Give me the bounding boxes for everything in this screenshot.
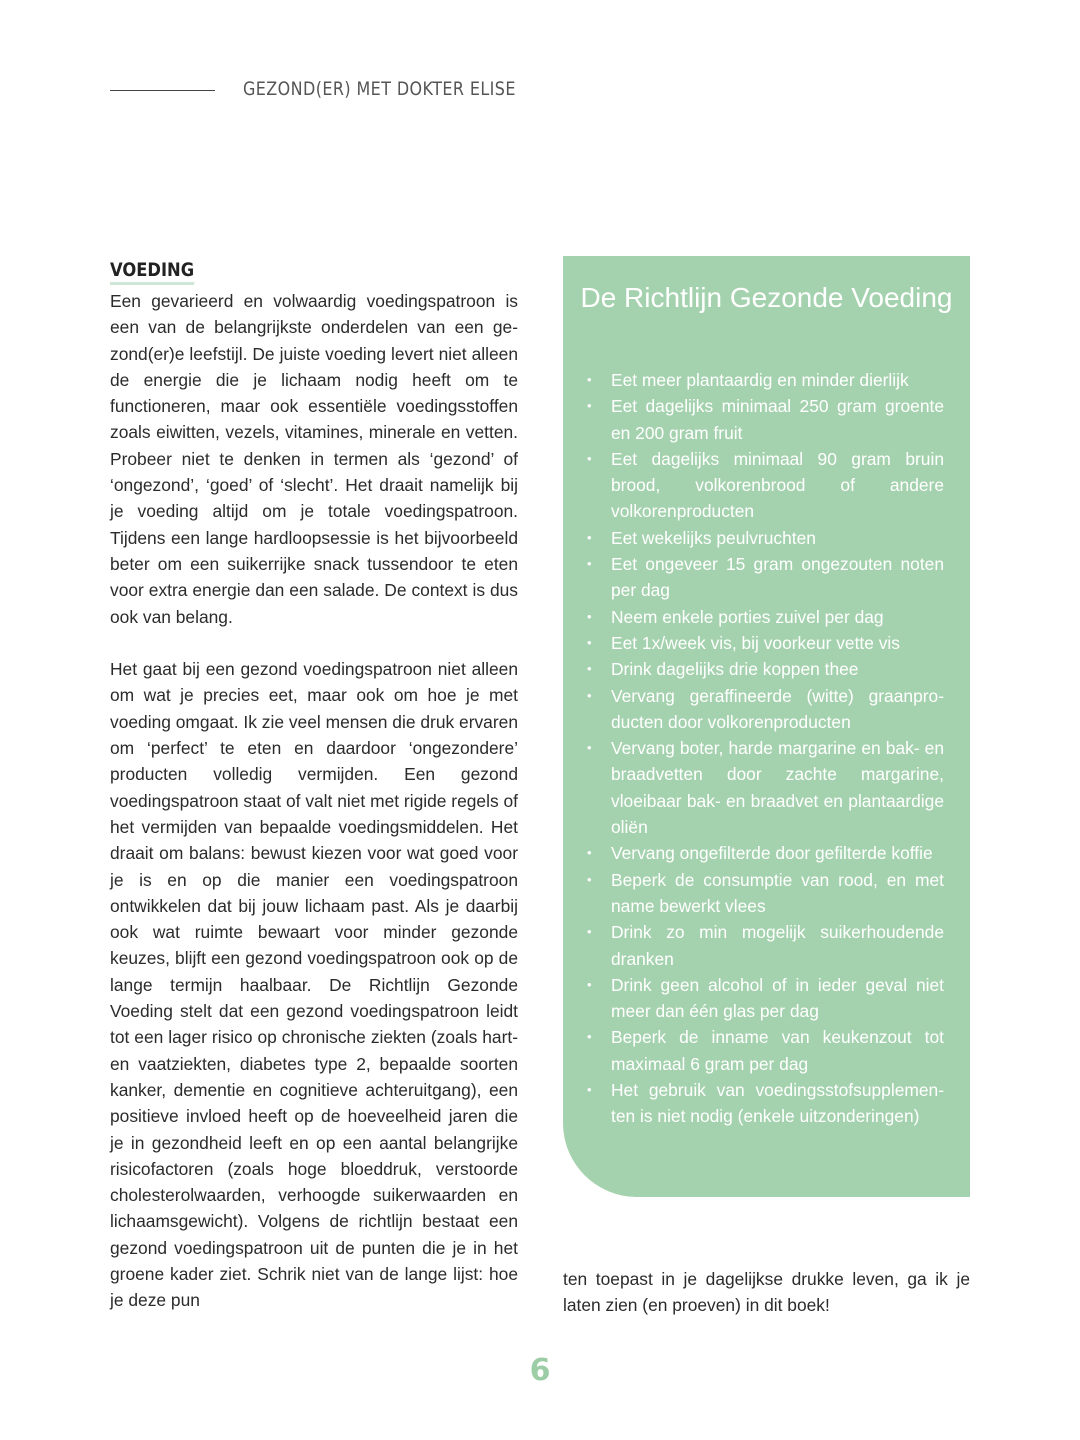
guideline-item bbox=[563, 367, 970, 393]
running-head: GEZOND(ER) MET DOKTER ELISE bbox=[243, 78, 516, 100]
page-number: 6 bbox=[529, 1353, 551, 1388]
bullet-icon: • bbox=[587, 634, 592, 650]
bullet-icon: • bbox=[587, 372, 592, 387]
guideline-item bbox=[563, 446, 970, 525]
guideline-item-text: Eet wekelijks peulvruchten bbox=[611, 527, 816, 548]
guideline-item-text: Beperk de inname van keukenzout tot maximaal 6 gram per dag bbox=[611, 1027, 944, 1074]
guideline-item-text: Eet ongeveer 15 gram ongezouten noten per dag bbox=[611, 554, 944, 601]
guideline-item bbox=[563, 683, 970, 736]
guideline-item bbox=[563, 1024, 970, 1077]
guideline-item bbox=[563, 630, 970, 656]
bullet-icon: • bbox=[587, 556, 592, 572]
bullet-icon: • bbox=[587, 1082, 592, 1098]
guideline-item-text: Eet dagelijks minimaal 90 gram bruin brood, volkorenbrood of andere volkorenproducten bbox=[611, 448, 944, 522]
guideline-item bbox=[563, 919, 970, 972]
guideline-item bbox=[563, 867, 970, 920]
guideline-box bbox=[563, 256, 970, 1197]
bullet-icon: • bbox=[587, 924, 592, 940]
guideline-item-text: Beperk de consumptie van rood, en met name bewerkt vlees bbox=[611, 869, 944, 916]
bullet-icon: • bbox=[587, 1029, 592, 1045]
body-paragraph-continuation: ten toepast in je dagelijkse drukke leven, ga ik je laten zien (en proeven) in dit boek! bbox=[563, 1269, 970, 1316]
bullet-icon: • bbox=[587, 845, 592, 861]
guideline-item bbox=[563, 840, 970, 866]
guideline-item bbox=[563, 393, 970, 446]
guideline-item bbox=[563, 656, 970, 682]
guideline-item-text: Vervang geraffineerde (witte) graanproducten door volkorenproducten bbox=[611, 685, 944, 732]
bullet-icon: • bbox=[587, 529, 592, 545]
guideline-item-text: Vervang boter, harde margarine en bak- en braadvetten door zachte margarine, vloeibaar bak- en braadvet en plantaardige oliën bbox=[611, 738, 944, 838]
bullet-icon: • bbox=[587, 687, 592, 703]
guideline-item bbox=[563, 1077, 970, 1130]
guideline-box-title: De Richtlijn Gezonde Voeding bbox=[580, 282, 953, 313]
guideline-item-text: Neem enkele porties zuivel per dag bbox=[611, 606, 884, 627]
bullet-icon: • bbox=[587, 871, 592, 887]
bullet-icon: • bbox=[587, 450, 592, 466]
guideline-list bbox=[563, 367, 970, 1130]
guideline-item-text: Vervang ongefilterde door gefilterde koffie bbox=[611, 843, 933, 864]
guideline-item-text: Eet meer plantaardig en minder dierlijk bbox=[611, 370, 909, 390]
guideline-item bbox=[563, 525, 970, 551]
bullet-icon: • bbox=[587, 740, 592, 756]
guideline-item bbox=[563, 551, 970, 604]
body-paragraph-1: Een gevarieerd en volwaardig voedingspatroon is een van de belangrijkste onderdelen van een gezond(er)e leefstijl. De juiste voeding levert niet alleen de energie die je lichaam nodig heeft om te functioneren, maar ook essentiële voedingsstoffen zoals eiwitten, vezels, vitamines, minerale en vetten. Probeer niet te denken in termen als ‘gezond’ of ‘ongezond’, ‘goed’ of ‘slecht’. Het draait namelijk bij je voeding altijd om je totale voedingspatroon. Tijdens een lange hardloopsessie is het bijvoorbeeld beter om een suikerrijke snack tussendoor te eten voor extra energie dan een salade. De context is dus ook van belang. bbox=[110, 291, 518, 627]
bullet-icon: • bbox=[587, 661, 592, 677]
guideline-item bbox=[563, 604, 970, 630]
bullet-icon: • bbox=[587, 608, 592, 624]
guideline-item-text: Eet dagelijks minimaal 250 gram groente en 200 gram fruit bbox=[611, 396, 944, 443]
guideline-item bbox=[563, 972, 970, 1025]
bullet-icon: • bbox=[587, 976, 592, 992]
bullet-icon: • bbox=[587, 398, 592, 414]
body-paragraph-2: Het gaat bij een gezond voedingspatroon niet alleen om wat je precies eet, maar ook om hoe je met voeding omgaat. Ik zie veel mensen die druk ervaren om ‘perfect’ te eten en daardoor ‘ongezondere’ producten volledig vermijden. Een gezond voedingspatroon staat of valt niet met rigide regels of het vermijden van bepaalde voedingsmiddelen. Het draait om balans: bewust kiezen voor wat goed voor je is en op die manier een voedingspatroon ontwikkelen dat bij jouw lichaam past. Als je daarbij ook wat ruimte bewaart voor minder gezonde keuzes, blijft een gezond voedingspatroon ook op de lange termijn haalbaar. De Richtlijn Gezonde Voeding stelt dat een gezond voedingspatroon leidt tot een lager risico op chronische ziekten (zoals hart- en vaatziekten, diabetes type 2, bepaalde soorten kanker, dementie en cognitieve achteruitgang), een positieve invloed heeft op de hoeveelheid jaren die je in gezondheid leeft en op een aantal belangrijke risicofactoren (zoals hoge bloeddruk, verstoorde cholesterolwaarden, verhoogde suikerwaarden en lichaamsgewicht). Volgens de richtlijn bestaat een gezond voedingspatroon uit de punten die je in het groene kader ziet. Schrik niet van de lange lijst: hoe je deze pun bbox=[110, 659, 518, 1311]
body-text-column bbox=[110, 288, 518, 1314]
header-rule bbox=[110, 90, 215, 91]
guideline-item-text: Het gebruik van voedingsstofsupplementen is niet nodig (enkele uitzonderingen) bbox=[611, 1080, 944, 1127]
guideline-item bbox=[563, 735, 970, 840]
guideline-item-text: Drink dagelijks drie koppen thee bbox=[611, 659, 859, 680]
guideline-item-text: Eet 1x/week vis, bij voorkeur vette vis bbox=[611, 632, 900, 653]
guideline-item-text: Drink zo min mogelijk suikerhoudende dranken bbox=[611, 922, 944, 969]
guideline-item-text: Drink geen alcohol of in ieder geval niet meer dan één glas per dag bbox=[611, 974, 944, 1022]
section-heading: VOEDING bbox=[110, 259, 194, 285]
